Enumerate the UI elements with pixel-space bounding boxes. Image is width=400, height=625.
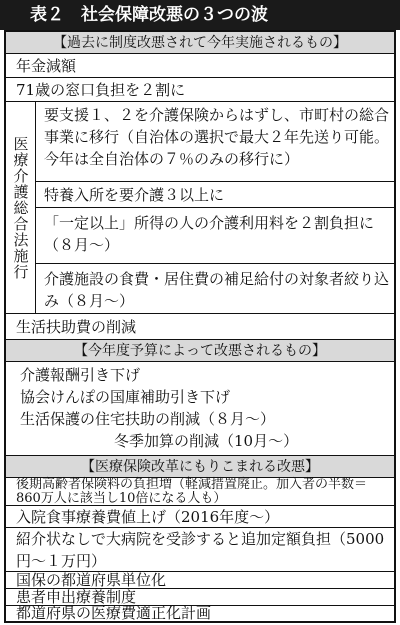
- sub-meal-housing-subsidy: 介護施設の食費・居住費の補足給付の対象者絞り込み（８月～）: [44, 270, 390, 310]
- group-label: 医療介護総合法施行: [6, 102, 36, 313]
- sub-nursing-home-eligibility: 特養入所を要介護３以上に: [36, 182, 394, 208]
- budget-line: 冬季加算の削減（10月～）: [114, 432, 299, 450]
- budget-line: 協会けんぽの国庫補助引き下げ: [20, 388, 231, 406]
- sub-care-copay-20pct: 「一定以上」所得の人の介護利用料を２割負担に（８月～）: [36, 208, 394, 264]
- item-hospital-meal-fee: 入院食事療養費値上げ（2016年度～）: [6, 506, 394, 528]
- section-header-budget: 【今年度予算によって改悪されるもの】: [6, 340, 394, 362]
- item-nhi-prefecture: 国保の都道府県単位化: [6, 572, 394, 589]
- budget-line: 介護報酬引き下げ: [20, 366, 141, 384]
- budget-items-block: [6, 362, 394, 456]
- medical-care-law-group: [6, 102, 394, 314]
- item-elderly-premium-increase: 後期高齢者保険料の負担増（軽減措置廃止。加入者の半数＝860万人に該当し10倍になる人も）: [6, 478, 394, 506]
- figure-title: 表２ 社会保障改悪の３つの波: [0, 0, 400, 30]
- item-prefecture-spending-plan: 都道府県の医療費適正化計画: [16, 604, 212, 622]
- section-header-insurance-reform: 【医療保険改革にもりこまれる改悪】: [6, 456, 394, 478]
- item-pension-cut: 年金減額: [6, 54, 394, 78]
- item-living-allowance-cut: 生活扶助費の削減: [6, 314, 394, 340]
- item-referral-surcharge: 紹介状なしで大病院を受診すると追加定額負担（5000円～１万円）: [6, 528, 394, 572]
- policy-table: [4, 30, 396, 623]
- sub-support-level-transfer: 要支援１、２を介護保険からはずし、市町村の総合事業に移行（自治体の選択で最大２年先送り可能。今年は全自治体の７％のみの移行に）: [36, 102, 394, 182]
- item-copay-70s: 71歳の窓口負担を２割に: [6, 78, 394, 102]
- budget-line: 生活保護の住宅扶助の削減（８月～）: [20, 410, 276, 428]
- item-patient-requested-care: 患者申出療養制度: [6, 589, 394, 606]
- section-header-past-reforms: 【過去に制度改悪されて今年実施されるもの】: [6, 32, 394, 54]
